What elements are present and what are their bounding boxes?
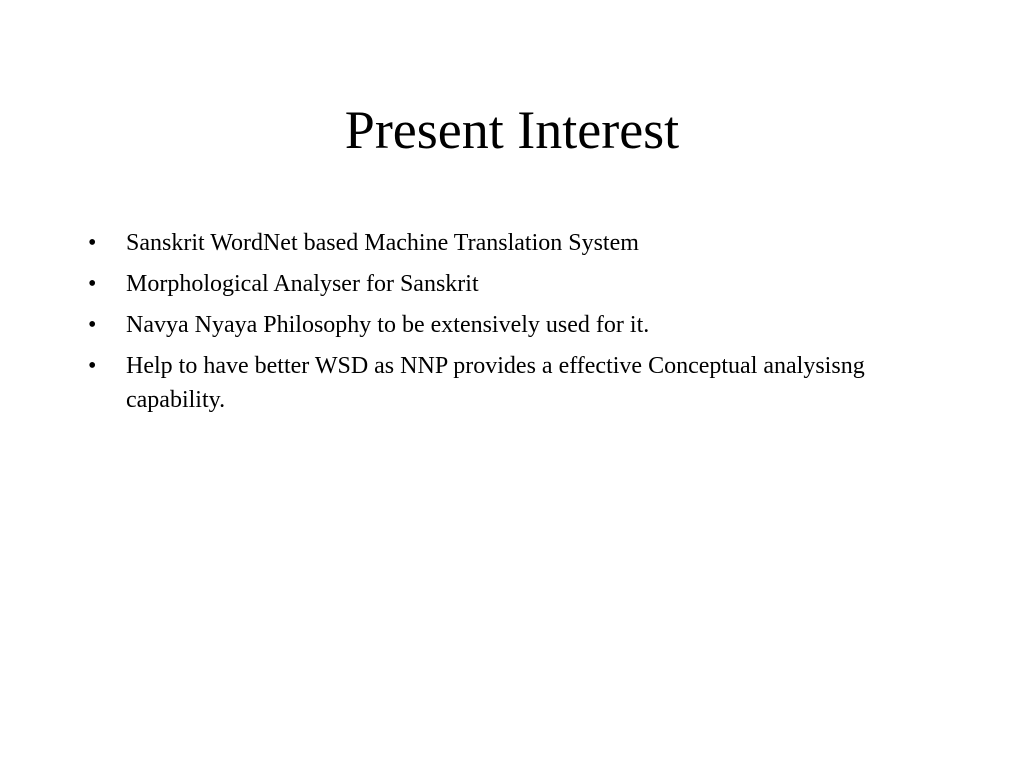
bullet-text: Help to have better WSD as NNP provides a effective Conceptual analysisng capability. (126, 353, 865, 413)
bullet-icon: • (88, 271, 97, 297)
list-item (84, 226, 904, 260)
bullet-text: Navya Nyaya Philosophy to be extensively used for it. (126, 312, 650, 338)
list-item (84, 267, 904, 301)
bullet-text: Sanskrit WordNet based Machine Translation System (126, 230, 639, 256)
bullet-icon: • (88, 353, 97, 379)
bullet-icon: • (88, 312, 97, 338)
bullet-text: Morphological Analyser for Sanskrit (126, 271, 479, 297)
list-item (84, 308, 904, 342)
slide-title: Present Interest (344, 100, 680, 160)
list-item (84, 349, 904, 417)
bullet-icon: • (88, 230, 97, 256)
bullet-list (84, 226, 904, 424)
